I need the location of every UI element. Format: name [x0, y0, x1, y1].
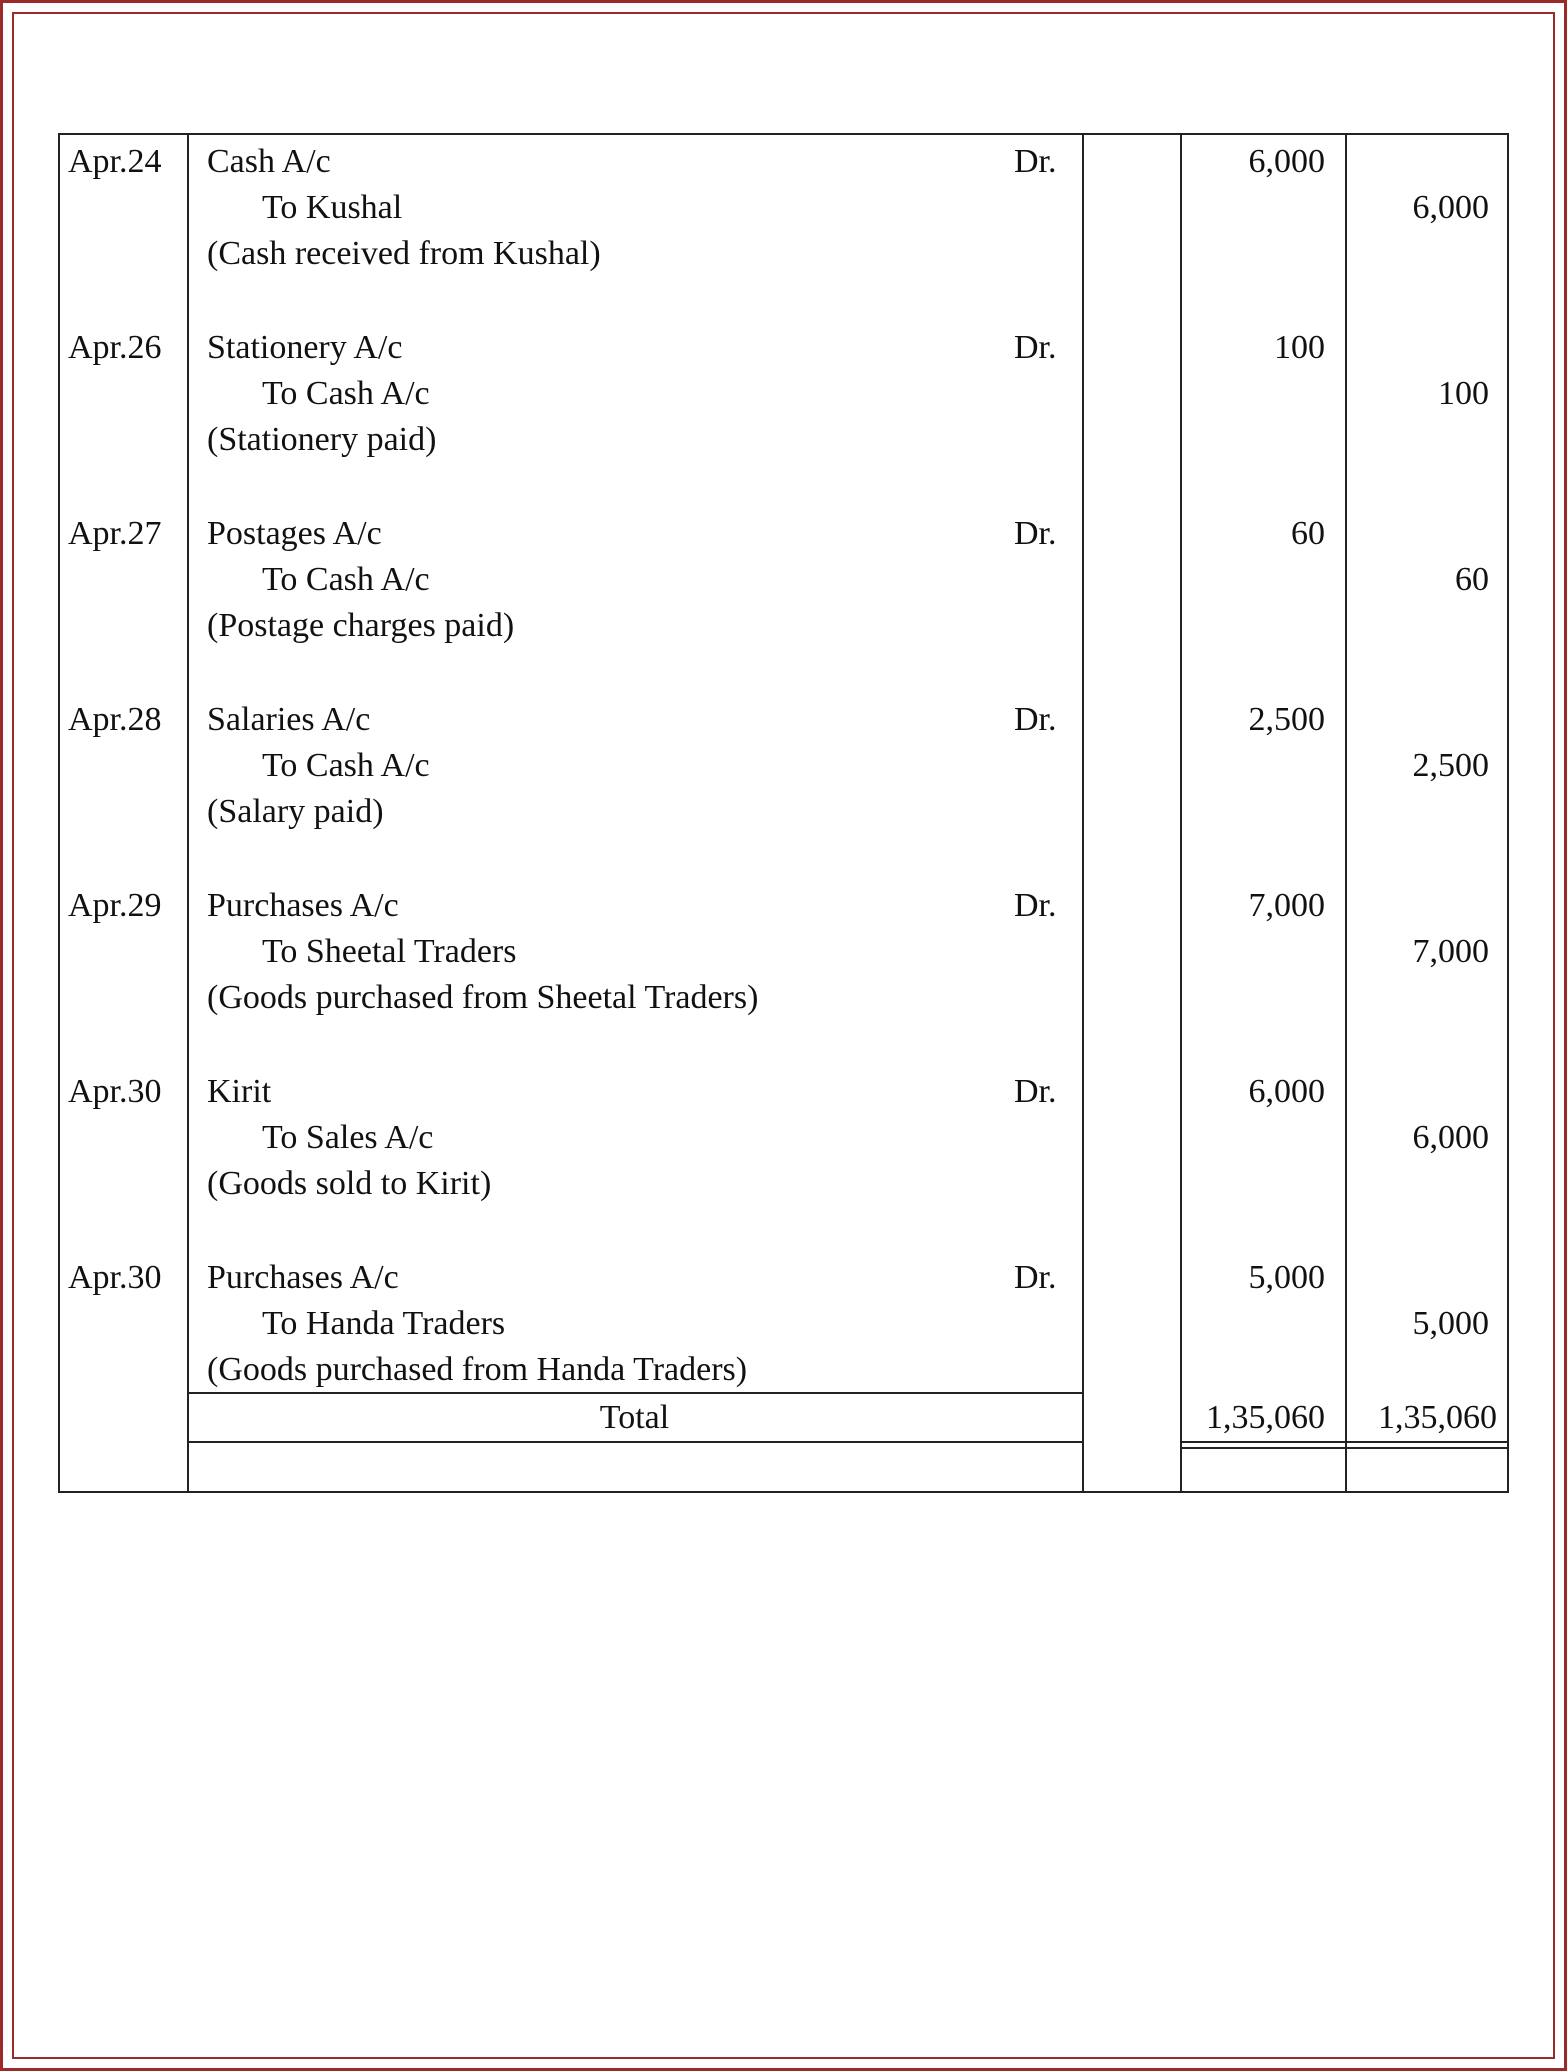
total-debit: 1,35,060 — [1206, 1399, 1325, 1436]
debit-account: Purchases A/c — [207, 887, 399, 924]
journal-entry — [60, 139, 1507, 325]
total-credit: 1,35,060 — [1378, 1399, 1497, 1436]
debit-amount: 5,000 — [1248, 1259, 1325, 1296]
debit-account: Cash A/c — [207, 143, 331, 180]
amount-total-rule-2 — [1180, 1447, 1509, 1449]
narration: (Salary paid) — [207, 793, 384, 830]
entry-date: Apr.30 — [68, 1073, 162, 1110]
credit-account: To Cash A/c — [262, 747, 430, 784]
credit-amount: 5,000 — [1412, 1305, 1489, 1342]
debit-account: Purchases A/c — [207, 1259, 399, 1296]
debit-amount: 6,000 — [1248, 1073, 1325, 1110]
dr-label: Dr. — [1014, 329, 1057, 366]
dr-label: Dr. — [1014, 515, 1057, 552]
debit-account: Stationery A/c — [207, 329, 403, 366]
debit-account: Postages A/c — [207, 515, 382, 552]
credit-account: To Sales A/c — [262, 1119, 434, 1156]
entry-date: Apr.28 — [68, 701, 162, 738]
total-rule-top — [187, 1392, 1082, 1394]
credit-account: To Handa Traders — [262, 1305, 506, 1342]
entry-date: Apr.24 — [68, 143, 162, 180]
journal-entry — [60, 1069, 1507, 1255]
narration: (Postage charges paid) — [207, 607, 515, 644]
credit-account: To Sheetal Traders — [262, 933, 517, 970]
debit-account: Kirit — [207, 1073, 272, 1110]
credit-account: To Cash A/c — [262, 375, 430, 412]
journal-entry — [60, 511, 1507, 697]
amount-total-rule-1 — [1180, 1441, 1509, 1443]
narration: (Cash received from Kushal) — [207, 235, 601, 272]
entry-date: Apr.29 — [68, 887, 162, 924]
narration: (Stationery paid) — [207, 421, 437, 458]
debit-amount: 6,000 — [1248, 143, 1325, 180]
journal-entry — [60, 325, 1507, 511]
journal-entry — [60, 883, 1507, 1069]
entry-date: Apr.26 — [68, 329, 162, 366]
dr-label: Dr. — [1014, 701, 1057, 738]
debit-account: Salaries A/c — [207, 701, 371, 738]
total-rule-bottom — [187, 1441, 1082, 1443]
dr-label: Dr. — [1014, 1259, 1057, 1296]
narration: (Goods purchased from Sheetal Traders) — [207, 979, 759, 1016]
debit-amount: 60 — [1291, 515, 1325, 552]
entry-date: Apr.30 — [68, 1259, 162, 1296]
dr-label: Dr. — [1014, 887, 1057, 924]
credit-amount: 6,000 — [1412, 189, 1489, 226]
debit-amount: 2,500 — [1248, 701, 1325, 738]
entry-date: Apr.27 — [68, 515, 162, 552]
total-label: Total — [599, 1399, 670, 1436]
dr-label: Dr. — [1014, 1073, 1057, 1110]
credit-amount: 7,000 — [1412, 933, 1489, 970]
dr-label: Dr. — [1014, 143, 1057, 180]
narration: (Goods purchased from Handa Traders) — [207, 1351, 748, 1388]
credit-amount: 6,000 — [1412, 1119, 1489, 1156]
credit-amount: 2,500 — [1412, 747, 1489, 784]
journal-table — [58, 133, 1509, 1493]
journal-entry — [60, 697, 1507, 883]
debit-amount: 7,000 — [1248, 887, 1325, 924]
narration: (Goods sold to Kirit) — [207, 1165, 492, 1202]
credit-amount: 100 — [1438, 375, 1489, 412]
credit-account: To Cash A/c — [262, 561, 430, 598]
debit-amount: 100 — [1274, 329, 1325, 366]
credit-account: To Kushal — [262, 189, 403, 226]
credit-amount: 60 — [1455, 561, 1489, 598]
